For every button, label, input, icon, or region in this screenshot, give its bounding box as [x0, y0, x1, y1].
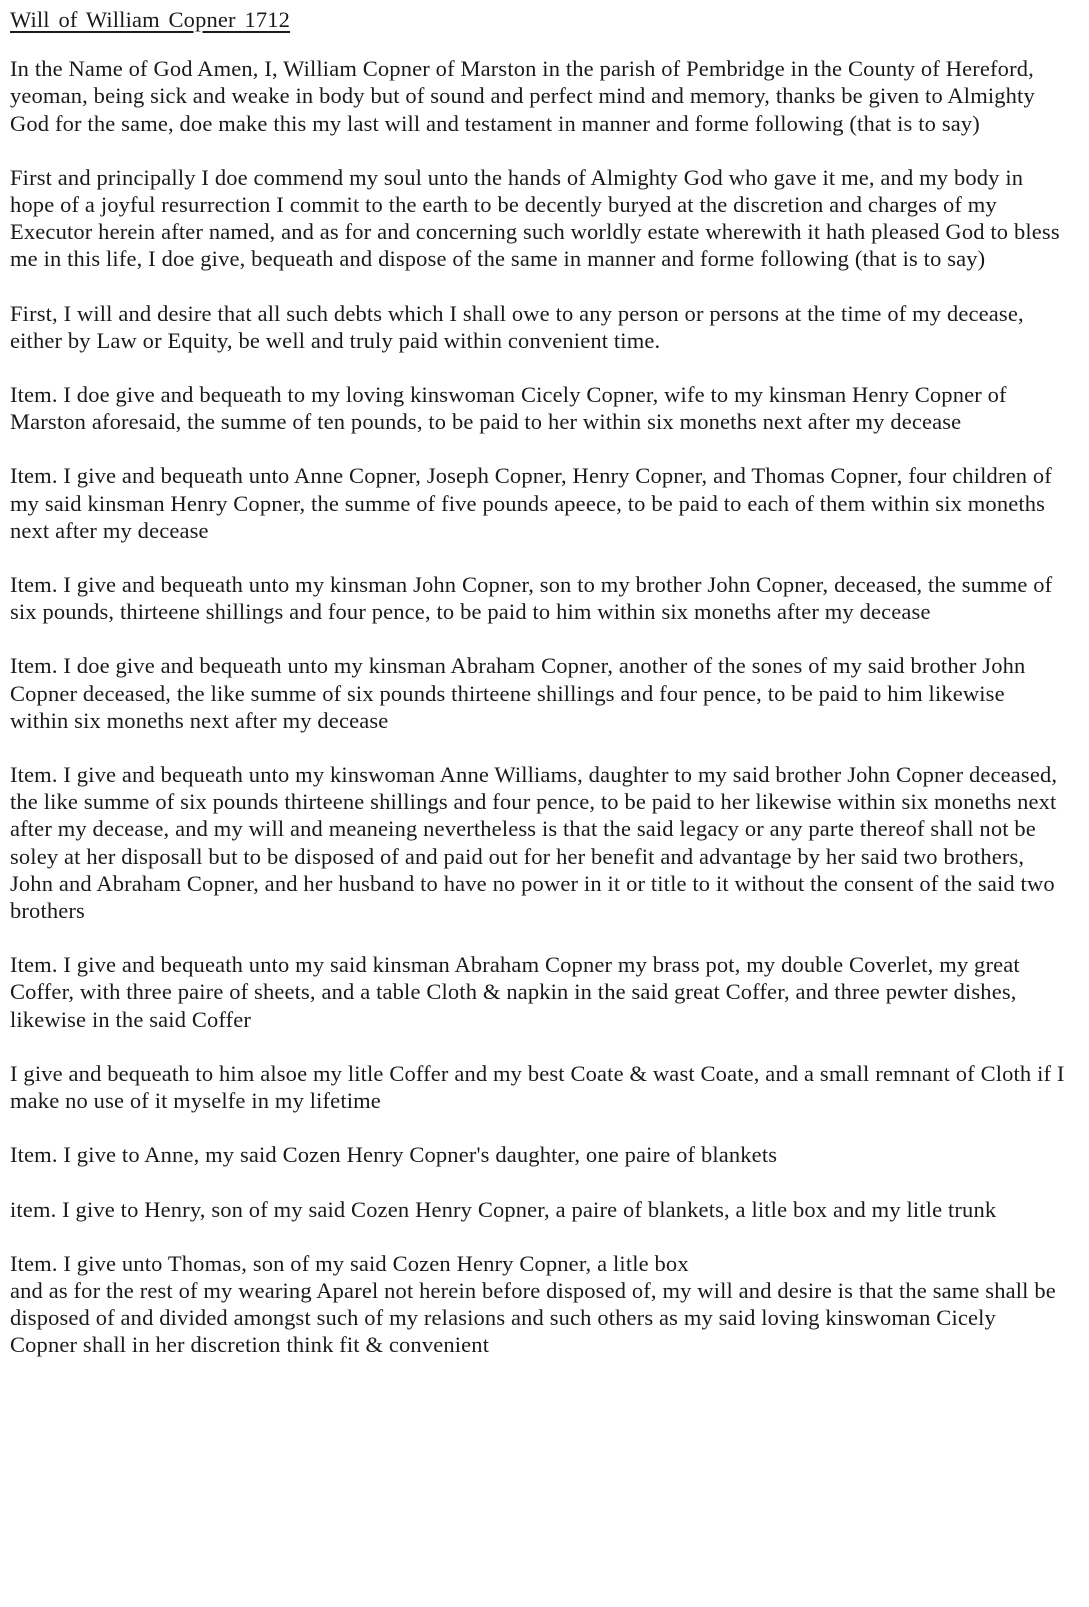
paragraph-bequest-john: Item. I give and bequeath unto my kinsman John Copner, son to my brother John Copner, deceased, the summe of six pounds, thirteene shillings and four pence, to be paid to him within six moneths after my decease: [10, 572, 1053, 625]
paragraph-residue-apparel: and as for the rest of my wearing Aparel not herein before disposed of, my will and desire is that the same shall be disposed of and divided amongst such of my relasions and such others as my said loving kinswoman Cicely Copner shall in her discretion think fit & convenient: [10, 1277, 1056, 1358]
paragraph-invocation: In the Name of God Amen, I, William Copner of Marston in the parish of Pembridge in the County of Hereford, yeoman, being sick and weake in body but of sound and perfect mind and memory, thanks be given to Almighty God for the same, doe make this my last will and testament in manner and forme following (that is to say): [10, 56, 1035, 136]
paragraph-debts: First, I will and desire that all such debts which I shall owe to any person or persons at the time of my decease, either by Law or Equity, be well and truly paid within convenient time.: [10, 300, 1024, 353]
paragraph-bequest-anne-williams: Item. I give and bequeath unto my kinswoman Anne Williams, daughter to my said brother John Copner deceased, the like summe of six pounds thirteene shillings and four pence, to be paid to her likewise within six moneths next after my decease, and my will and meaneing nevertheless is that the said legacy or any parte thereof shall not be soley at her disposall but to be disposed of and paid out for her benefit and advantage by her said two brothers, John and Abraham Copner, and her husband to have no power in it or title to it without the consent of the said two brothers: [10, 762, 1058, 924]
paragraph-bequest-anne-blankets: Item. I give to Anne, my said Cozen Henry Copner's daughter, one paire of blankets: [10, 1142, 778, 1168]
paragraph-bequest-henry-blankets: item. I give to Henry, son of my said Cozen Henry Copner, a paire of blankets, a litle box and my litle trunk: [10, 1196, 997, 1222]
paragraph-bequest-cicely: Item. I doe give and bequeath to my loving kinswoman Cicely Copner, wife to my kinsman Henry Copner of Marston aforesaid, the summe of ten pounds, to be paid to her within six moneths next after my decease: [10, 382, 1007, 435]
paragraph-bequest-children: Item. I give and bequeath unto Anne Copner, Joseph Copner, Henry Copner, and Thomas Copner, four children of my said kinsman Henry Copner, the summe of five pounds apeece, to be paid to each of them within six moneths next after my decease: [10, 463, 1052, 543]
paragraph-bequest-abraham-goods: Item. I give and bequeath unto my said kinsman Abraham Copner my brass pot, my double Coverlet, my great Coffer, with three paire of sheets, and a table Cloth & napkin in the said great Coffer, and three pewter dishes, likewise in the said Coffer: [10, 952, 1020, 1032]
document-title: Will of William Copner 1712: [10, 7, 291, 32]
paragraph-bequest-abraham: Item. I doe give and bequeath unto my kinsman Abraham Copner, another of the sones of my said brother John Copner deceased, the like summe of six pounds thirteene shillings and four pence, to be paid to him likewise within six moneths next after my decease: [10, 653, 1026, 733]
paragraph-soul-commendation: First and principally I doe commend my soul unto the hands of Almighty God who gave it me, and my body in hope of a joyful resurrection I commit to the earth to be decently buryed at the discretion and charges of my Executor herein after named, and as for and concerning such worldly estate wherewith it hath pleased God to bless me in this life, I doe give, bequeath and dispose of the same in manner and forme following (that is to say): [10, 164, 1060, 272]
paragraph-bequest-thomas: Item. I give unto Thomas, son of my said Cozen Henry Copner, a litle box: [10, 1250, 689, 1276]
paragraph-bequest-little-coffer: I give and bequeath to him alsoe my litle Coffer and my best Coate & wast Coate, and a small remnant of Cloth if I make no use of it myselfe in my lifetime: [10, 1060, 1065, 1114]
